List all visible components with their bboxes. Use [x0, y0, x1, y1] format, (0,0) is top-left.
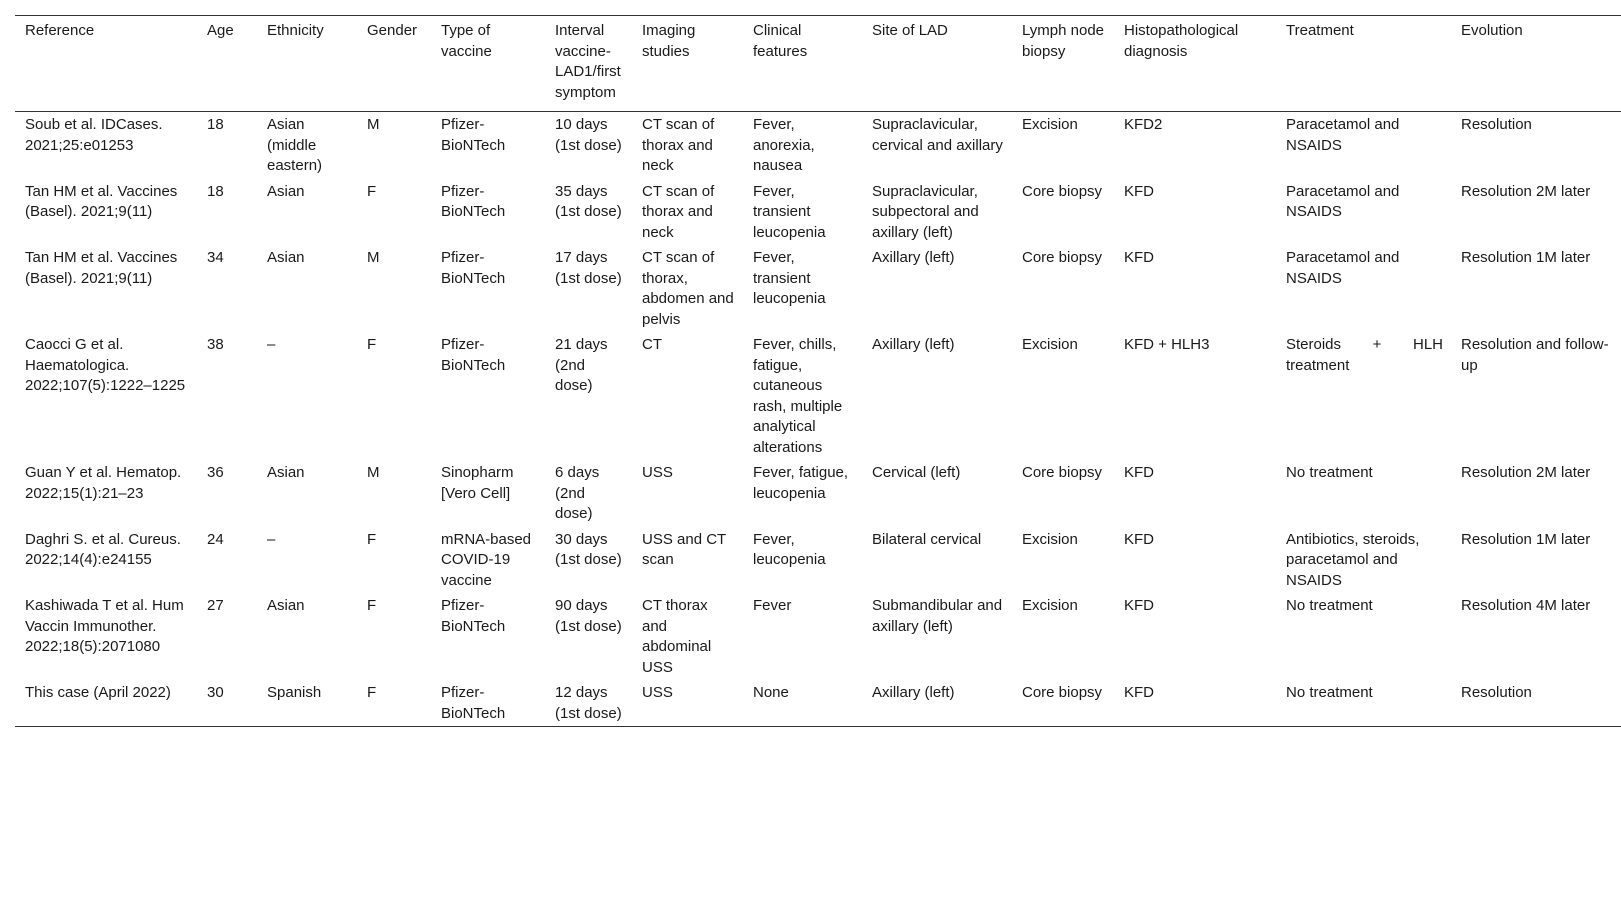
- header-evolution: Evolution: [1461, 22, 1523, 39]
- cell-clinical-features: Fever, fatigue, leucopenia: [753, 464, 849, 502]
- cell-vaccine-type: Sinopharm [Vero Cell]: [441, 464, 514, 502]
- header-biopsy: Lymph node biopsy: [1022, 22, 1105, 60]
- cell-imaging: CT scan of thorax and neck: [642, 182, 715, 241]
- cell-site: Bilateral cervical: [872, 530, 982, 548]
- cell-vaccine-type: Pfizer-BioNTech: [441, 336, 506, 374]
- cell-imaging: USS and CT scan: [642, 530, 726, 568]
- cell-site: Axillary (left): [872, 684, 955, 701]
- header-treatment: Treatment: [1286, 22, 1354, 39]
- cell-treatment: Paracetamol and NSAIDS: [1286, 249, 1400, 287]
- cell-clinical-features: Fever: [753, 597, 792, 614]
- cell-diagnosis: KFD: [1124, 464, 1154, 481]
- table-row: [15, 179, 1621, 246]
- cell-ethnicity: Asian: [267, 597, 305, 614]
- header-site: Site of LAD: [872, 22, 948, 39]
- cell-clinical-features: None: [753, 684, 789, 701]
- cell-imaging: CT: [642, 336, 662, 353]
- cell-evolution: Resolution and follow-up: [1461, 336, 1609, 374]
- cell-biopsy: Excision: [1022, 116, 1078, 133]
- cell-gender: M: [367, 464, 380, 481]
- table-row: [15, 112, 1621, 179]
- cell-biopsy: Excision: [1022, 530, 1078, 548]
- cell-gender: M: [367, 249, 380, 266]
- header-reference: Reference: [25, 22, 95, 39]
- cell-diagnosis: KFD: [1124, 530, 1154, 548]
- table-row: [15, 332, 1621, 460]
- cell-evolution: Resolution 2M later: [1461, 464, 1591, 481]
- header-row: [15, 16, 1621, 112]
- cell-imaging: USS: [642, 684, 673, 701]
- cell-interval: 90 days (1st dose): [555, 597, 622, 635]
- cell-age: 27: [207, 597, 224, 614]
- cell-diagnosis: KFD: [1124, 684, 1154, 701]
- cell-reference: This case (April 2022): [25, 684, 171, 701]
- header-age: Age: [207, 22, 234, 39]
- cell-ethnicity: Asian (middle eastern): [267, 116, 323, 174]
- cell-diagnosis: KFD2: [1124, 116, 1163, 133]
- cell-clinical-features: Fever, anorexia, nausea: [753, 116, 815, 174]
- cell-evolution: Resolution: [1461, 116, 1532, 133]
- cell-gender: F: [367, 684, 377, 701]
- cell-reference: Tan HM et al. Vaccines (Basel). 2021;9(11): [25, 249, 178, 287]
- cell-vaccine-type: Pfizer-BioNTech: [441, 597, 506, 635]
- cell-evolution: Resolution 4M later: [1461, 597, 1591, 614]
- cell-site: Supraclavicular, cervical and axillary: [872, 116, 1003, 154]
- cell-age: 38: [207, 336, 224, 353]
- cell-treatment: Steroids + HLH treatment: [1286, 336, 1443, 374]
- cell-gender: F: [367, 336, 377, 353]
- header-ethnicity: Ethnicity: [267, 22, 324, 39]
- cell-biopsy: Excision: [1022, 336, 1078, 353]
- cell-biopsy: Excision: [1022, 597, 1078, 614]
- header-imaging: Imaging studies: [642, 22, 696, 60]
- cell-treatment: No treatment: [1286, 597, 1373, 614]
- cell-treatment: Paracetamol and NSAIDS: [1286, 116, 1400, 154]
- cell-clinical-features: Fever, transient leucopenia: [753, 182, 826, 241]
- cell-imaging: CT thorax and abdominal USS: [642, 597, 712, 676]
- cell-interval: 12 days (1st dose): [555, 684, 622, 722]
- cell-treatment: No treatment: [1286, 464, 1373, 481]
- table-row: [15, 245, 1621, 332]
- header-interval: Interval vaccine-LAD1/first symptom: [555, 22, 621, 101]
- cell-vaccine-type: Pfizer-BioNTech: [441, 684, 506, 722]
- table-body: [15, 112, 1621, 727]
- cell-site: Axillary (left): [872, 249, 955, 266]
- cell-imaging: CT scan of thorax, abdomen and pelvis: [642, 249, 734, 328]
- cell-gender: M: [367, 116, 380, 133]
- cell-gender: F: [367, 182, 377, 200]
- cell-vaccine-type: Pfizer-BioNTech: [441, 116, 506, 154]
- cell-diagnosis: KFD: [1124, 182, 1154, 200]
- cell-treatment: Antibiotics, steroids, paracetamol and NSAIDS: [1286, 530, 1420, 589]
- cell-ethnicity: Asian: [267, 249, 305, 266]
- cell-site: Submandibular and axillary (left): [872, 597, 1003, 635]
- cell-evolution: Resolution 2M later: [1461, 182, 1591, 200]
- header-diagnosis: Histopathological diagnosis: [1124, 22, 1239, 60]
- cell-reference: Soub et al. IDCases. 2021;25:e01253: [25, 116, 163, 154]
- cell-gender: F: [367, 597, 377, 614]
- cell-interval: 10 days (1st dose): [555, 116, 622, 154]
- cell-age: 30: [207, 684, 224, 701]
- cell-reference: Guan Y et al. Hematop. 2022;15(1):21–23: [25, 464, 182, 502]
- cell-age: 18: [207, 116, 224, 133]
- cell-ethnicity: Asian: [267, 464, 305, 481]
- cell-ethnicity: –: [267, 336, 276, 353]
- cell-clinical-features: Fever, transient leucopenia: [753, 249, 826, 307]
- table-row: [15, 527, 1621, 594]
- header-gender: Gender: [367, 22, 418, 39]
- cell-imaging: CT scan of thorax and neck: [642, 116, 715, 174]
- cell-diagnosis: KFD: [1124, 249, 1154, 266]
- cell-imaging: USS: [642, 464, 673, 481]
- cell-site: Axillary (left): [872, 336, 955, 353]
- cell-vaccine-type: mRNA-based COVID-19 vaccine: [441, 530, 532, 589]
- cell-vaccine-type: Pfizer-BioNTech: [441, 182, 506, 220]
- table-row: [15, 460, 1621, 527]
- cell-ethnicity: Asian: [267, 182, 305, 200]
- cell-reference: Tan HM et al. Vaccines (Basel). 2021;9(11): [25, 182, 178, 220]
- cell-interval: 35 days (1st dose): [555, 182, 622, 220]
- cell-age: 24: [207, 530, 224, 548]
- table-row: [15, 593, 1621, 680]
- cell-site: Cervical (left): [872, 464, 961, 481]
- header-clinical-features: Clinical features: [753, 22, 808, 60]
- cell-diagnosis: KFD + HLH3: [1124, 336, 1210, 353]
- cell-age: 18: [207, 182, 224, 200]
- table-row: [15, 680, 1621, 727]
- table-header: [15, 16, 1621, 112]
- cell-evolution: Resolution: [1461, 684, 1532, 701]
- cell-gender: F: [367, 530, 377, 548]
- header-vaccine-type: Type of vaccine: [441, 22, 492, 60]
- case-reports-table: [15, 15, 1621, 727]
- cell-age: 36: [207, 464, 224, 481]
- cell-age: 34: [207, 249, 224, 266]
- cell-evolution: Resolution 1M later: [1461, 249, 1591, 266]
- cell-biopsy: Core biopsy: [1022, 249, 1103, 266]
- cell-reference: Daghri S. et al. Cureus. 2022;14(4):e24155: [25, 530, 181, 568]
- cell-ethnicity: Spanish: [267, 684, 322, 701]
- cell-biopsy: Core biopsy: [1022, 684, 1103, 701]
- cell-interval: 17 days (1st dose): [555, 249, 622, 287]
- cell-evolution: Resolution 1M later: [1461, 530, 1591, 548]
- cell-interval: 30 days (1st dose): [555, 530, 622, 568]
- cell-treatment: No treatment: [1286, 684, 1373, 701]
- cell-reference: Kashiwada T et al. Hum Vaccin Immunother. 2022;18(5):2071080: [25, 597, 184, 655]
- cell-site: Supraclavicular, subpectoral and axillary (left): [872, 182, 979, 241]
- cell-biopsy: Core biopsy: [1022, 464, 1103, 481]
- cell-diagnosis: KFD: [1124, 597, 1154, 614]
- cell-clinical-features: Fever, chills, fatigue, cutaneous rash, multiple analytical alterations: [753, 336, 843, 456]
- cell-vaccine-type: Pfizer-BioNTech: [441, 249, 506, 287]
- cell-interval: 6 days (2nd dose): [555, 464, 600, 522]
- table-container: [15, 15, 1621, 727]
- cell-reference: Caocci G et al. Haematologica. 2022;107(5):1222–1225: [25, 336, 186, 394]
- cell-ethnicity: –: [267, 530, 276, 548]
- cell-interval: 21 days (2nd dose): [555, 336, 608, 394]
- cell-treatment: Paracetamol and NSAIDS: [1286, 182, 1400, 220]
- cell-clinical-features: Fever, leucopenia: [753, 530, 826, 568]
- cell-biopsy: Core biopsy: [1022, 182, 1103, 200]
